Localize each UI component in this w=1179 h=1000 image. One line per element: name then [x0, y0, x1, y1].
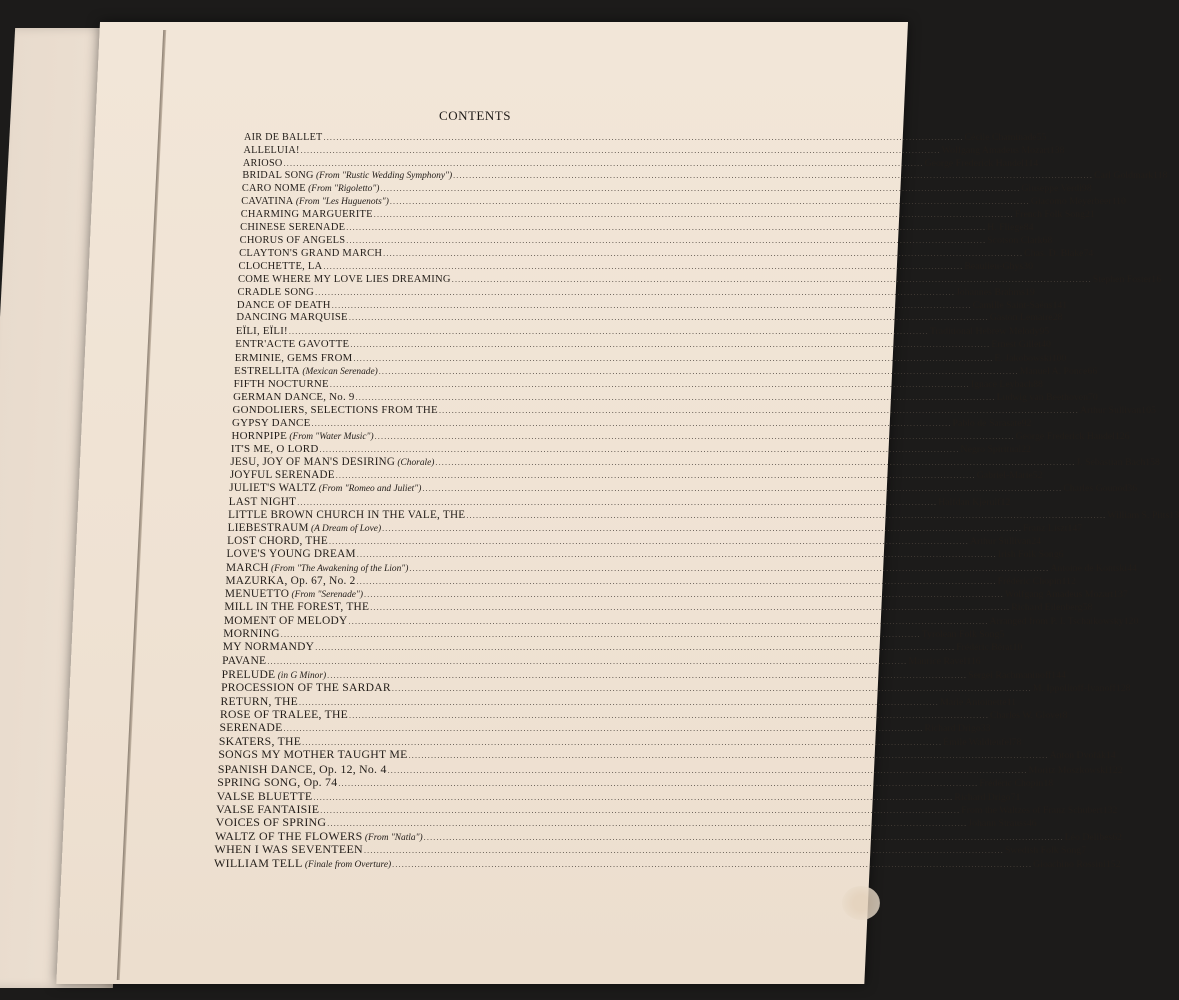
toc-entry: [242, 157, 1039, 171]
toc-entry-title: CLAYTON'S GRAND MARCH: [239, 247, 383, 259]
toc-entry-title: SERENADE: [219, 721, 283, 735]
toc-entry-title: MAZURKA, Op. 67, No. 2: [225, 574, 356, 587]
toc-entry-page: 118: [1153, 170, 1168, 182]
toc-entry-composer: Johann Strauss: [968, 818, 1027, 830]
toc-entry-composer: Gioachino Rossini: [1033, 859, 1106, 870]
toc-entry-composer: Charles W. Glover: [990, 710, 1063, 721]
toc-entry-subtitle: (Finale from Overture): [302, 860, 392, 870]
toc-entry-page: 100: [1051, 352, 1067, 364]
toc-entry-composer: Marie Antoinette: [939, 696, 1007, 708]
toc-entry-title: ENTR'ACTE GAVOTTE: [235, 338, 350, 351]
toc-entry-page: 68: [1042, 234, 1053, 246]
toc-entry-title: LIEBESTRAUM (A Dream of Love): [227, 521, 382, 534]
toc-entry-composer: M. Ippolitoff-Ivanoff: [1032, 683, 1116, 695]
toc-entry-title: SKATERS, THE: [218, 734, 302, 748]
toc-entry-composer: Manuel A. Ponce: [1019, 365, 1088, 377]
dot-leader: ........................................................................................................................................................................................................: [383, 248, 1024, 258]
toc-entry-page: 46: [1026, 818, 1037, 830]
toc-entry: [226, 561, 1137, 575]
toc-entry: [241, 183, 1092, 196]
toc-entry-page: 13: [1169, 509, 1179, 521]
toc-entry: [232, 416, 1032, 430]
dot-leader: ........................................................................................................................................................................................................: [348, 616, 989, 626]
toc-entry-title: VOICES OF SPRING: [215, 815, 327, 830]
toc-entry-subtitle: (in G Minor): [275, 670, 327, 681]
toc-entry-composer: Swedish Folk Song: [1004, 845, 1082, 857]
toc-entry-page: 21: [1084, 209, 1095, 221]
toc-entry-title: CHINESE SERENADE: [240, 221, 346, 233]
toc-entry: [229, 482, 1138, 495]
dot-leader: ........................................................................................................................................................................................................: [323, 133, 964, 142]
dot-leader: ........................................................................................................................................................................................................: [346, 235, 987, 245]
toc-entry-title: BRIDAL SONG (From "Rustic Wedding Symphony"): [242, 170, 453, 182]
toc-entry: [225, 574, 1076, 588]
toc-entry-composer: H. Fliege: [987, 221, 1024, 233]
dot-leader: ........................................................................................................................................................................................................: [435, 458, 1076, 468]
toc-entry: [215, 828, 1123, 843]
toc-entry-page: 33: [980, 723, 991, 735]
toc-entry-page: 144: [1051, 669, 1066, 681]
toc-entry-page: 158: [1145, 457, 1160, 469]
toc-entry: [233, 377, 1043, 391]
toc-entry-page: 40: [1041, 339, 1051, 351]
toc-entry: [220, 708, 1068, 721]
dot-leader: ........................................................................................................................................................................................................: [267, 656, 908, 666]
toc-entry-page: 147: [1067, 522, 1083, 534]
dot-leader: ........................................................................................................................................................................................................: [349, 711, 990, 720]
dot-leader: ........................................................................................................................................................................................................: [346, 222, 987, 232]
dot-leader: ........................................................................................................................................................................................................: [453, 171, 1094, 181]
dot-leader: ........................................................................................................................................................................................................: [356, 550, 997, 560]
toc-entry-page: 71: [1010, 791, 1021, 803]
dot-leader: ........................................................................................................................................................................................................: [335, 471, 976, 481]
toc-entry-title: EÏLI, EÏLI!: [235, 325, 288, 338]
toc-entry-composer: Arthur Sullivan: [969, 536, 1032, 548]
toc-entry-title: GONDOLIERS, SELECTIONS FROM THE: [232, 403, 438, 416]
dot-leader: ........................................................................................................................................................................................................: [315, 287, 956, 297]
toc-entry-subtitle: (Mexican Serenade): [299, 366, 378, 377]
toc-entry: [222, 654, 981, 668]
dot-leader: ........................................................................................................................................................................................................: [327, 819, 968, 829]
toc-entry-page: 18: [1043, 778, 1054, 790]
toc-entry-page: 58: [1082, 602, 1093, 614]
dot-leader: ........................................................................................................................................................................................................: [288, 327, 929, 337]
toc-entry: [233, 390, 1098, 404]
toc-entry: [217, 775, 1054, 790]
toc-entry-composer: Negro Spiritual: [960, 444, 1022, 455]
toc-entry-title: FIFTH NOCTURNE: [233, 377, 329, 390]
dot-leader: ........................................................................................................................................................................................................: [280, 629, 921, 639]
toc-entry-page: 44: [1127, 562, 1137, 574]
toc-entry-subtitle: (From "The Awakening of the Lion"): [268, 563, 409, 574]
toc-entry-composer: Wolfgang Amadeus Mozart: [941, 144, 1050, 156]
toc-entry-composer: Richard Drigo: [954, 791, 1011, 803]
toc-entry-title: JOYFUL SERENADE: [229, 469, 335, 482]
toc-entry-subtitle: (From "Rigoletto"): [305, 184, 380, 195]
toc-entry-title: ARIOSO: [242, 157, 283, 169]
toc-entry-page: 92: [1021, 417, 1032, 429]
toc-entry-title: MILL IN THE FOREST, THE: [224, 601, 370, 614]
toc-entry-page: 114: [1023, 157, 1039, 169]
toc-entry-subtitle: (From "Water Music"): [287, 431, 374, 442]
toc-entry-title: ALLELUIA!: [243, 144, 300, 156]
toc-entry: [214, 856, 1121, 870]
toc-entry-page: 88: [1033, 378, 1043, 390]
toc-entry: [224, 588, 1128, 601]
toc-entry-composer: Johannes Brahms: [956, 286, 1025, 298]
toc-entry-page: 70: [1088, 391, 1098, 403]
toc-entry-title: LITTLE BROWN CHURCH IN THE VALE, THE: [228, 508, 466, 521]
dot-leader: ........................................................................................................................................................................................................: [392, 860, 1033, 869]
toc-entry-subtitle: (From "Romeo and Juliet"): [316, 484, 422, 495]
toc-entry-composer: Frédéric Bérat: [956, 642, 1013, 654]
toc-entry: [219, 721, 991, 735]
toc-entry: [237, 286, 1035, 300]
toc-entry-composer: Moritz Moszkowski: [1028, 764, 1108, 776]
toc-entry: [235, 338, 1051, 351]
toc-entry-page: 55: [1036, 132, 1047, 143]
toc-entry-title: WALTZ OF THE FLOWERS (From "Natla"): [215, 828, 423, 843]
toc-entry-page: 110: [1111, 196, 1126, 208]
toc-entry-title: COME WHERE MY LOVE LIES DREAMING: [238, 273, 451, 285]
toc-entry-page: 138: [1049, 144, 1065, 156]
toc-entry-composer: Gabriel-Marie: [976, 470, 1033, 482]
dot-leader: ........................................................................................................................................................................................................: [466, 510, 1107, 520]
toc-entry-title: CHARMING MARGUERITE: [240, 209, 373, 221]
toc-entry-title: GERMAN DANCE, No. 9: [233, 390, 355, 403]
toc-entry-title: VALSE FANTAISIE: [216, 801, 320, 816]
toc-entry-composer: Traditional Hebrew Melody: [929, 326, 1040, 338]
toc-entry: [216, 801, 1118, 816]
dot-leader: ........................................................................................................................................................................................................: [382, 523, 1023, 533]
toc-entry: [218, 734, 1022, 748]
toc-entry-title: DANCE OF DEATH: [236, 299, 331, 311]
toc-entry-title: CARO NOME (From "Rigoletto"): [241, 183, 380, 195]
toc-entry-composer: Halfdan Kjerulf: [938, 496, 1001, 508]
toc-entry-composer: Ernest Gillet: [991, 339, 1042, 351]
toc-entry-composer: Franz Liszt: [1023, 522, 1068, 534]
toc-entry: [236, 299, 1068, 313]
toc-entry-page: 74: [1083, 247, 1094, 259]
dot-leader: ........................................................................................................................................................................................................: [323, 261, 964, 271]
toc-entry-page: 126: [1115, 430, 1130, 442]
toc-entry: [227, 535, 1041, 548]
toc-entry-composer: J. Sebastian Bach: [1076, 457, 1146, 469]
dot-leader: ........................................................................................................................................................................................................: [313, 792, 954, 802]
toc-entry-composer: George Frederick Handel: [924, 157, 1024, 169]
dot-leader: ........................................................................................................................................................................................................: [338, 779, 979, 789]
toc-entry: [234, 364, 1098, 378]
toc-entry-page: 6: [1058, 549, 1064, 561]
toc-entry-composer: Sergei Rachmaninoff: [968, 669, 1052, 681]
toc-entry-composer: George Frederick Handel: [1015, 430, 1115, 442]
toc-entry-subtitle: (A Dream of Love): [308, 523, 382, 534]
toc-entry-page: 19: [1024, 286, 1035, 298]
dot-leader: ........................................................................................................................................................................................................: [364, 590, 1004, 600]
toc-entry-composer: Tyrolean Folk Song: [921, 628, 1000, 640]
toc-entry-page: 14: [1105, 750, 1116, 762]
toc-entry-page: 137: [1113, 589, 1128, 601]
toc-entry-page: 112: [1061, 575, 1076, 587]
page-title: CONTENTS: [439, 108, 511, 123]
toc-entry-page: 22: [1021, 444, 1032, 455]
dot-leader: ........................................................................................................................................................................................................: [329, 379, 970, 389]
dot-leader: ........................................................................................................................................................................................................: [391, 684, 1032, 694]
toc-entry-page: 66: [1087, 365, 1098, 377]
toc-entry: [235, 325, 1050, 338]
toc-entry-title: ERMINIE, GEMS FROM: [234, 351, 353, 364]
toc-entry-title: SPRING SONG, Op. 74: [217, 775, 338, 790]
toc-entry-title: MY NORMANDY: [222, 641, 315, 654]
toc-entry-title: WILLIAM TELL (Finale from Overture): [214, 856, 392, 870]
toc-entry: [221, 681, 1131, 695]
toc-entry-page: 78: [1011, 736, 1022, 748]
toc-entry-composer: Pablo de Sarasate: [952, 417, 1022, 429]
toc-entry-title: ROSE OF TRALEE, THE: [220, 708, 349, 721]
toc-entry-page: 132: [1102, 804, 1118, 816]
toc-entry-page: 122: [1107, 764, 1123, 776]
toc-entry: [228, 495, 1011, 509]
dot-leader: ........................................................................................................................................................................................................: [315, 643, 956, 653]
toc-entry-composer: Gaston Lemaire: [989, 312, 1053, 324]
dot-leader: ........................................................................................................................................................................................................: [328, 537, 969, 547]
toc-entry-composer: Anton Dvořák: [1049, 750, 1106, 762]
toc-entry: [221, 667, 1066, 681]
toc-entry-title: MORNING: [223, 627, 280, 640]
toc-entry-title: HORNPIPE (From "Water Music"): [231, 429, 374, 442]
toc-entry: [238, 273, 1162, 287]
toc-entry: [214, 842, 1087, 857]
toc-entry-page: 11: [1006, 696, 1017, 708]
toc-entry-composer: Antoine de Kontski: [1050, 562, 1128, 574]
dot-leader: ........................................................................................................................................................................................................: [298, 697, 939, 707]
toc-entry-composer: Wolfgang Amadeus Mozart: [1005, 589, 1114, 601]
toc-entry-composer: Maurice Ravel: [908, 655, 967, 667]
toc-entry-page: 30: [1023, 260, 1033, 272]
toc-entry: [230, 456, 1160, 469]
toc-entry-page: 24: [1031, 536, 1041, 548]
toc-entry: [244, 132, 1047, 145]
toc-entry-title: PAVANE: [222, 654, 267, 667]
toc-entry-composer: Giuseppe Verdi: [1021, 183, 1082, 195]
toc-entry: [220, 694, 1017, 708]
toc-entry-title: LOST CHORD, THE: [227, 535, 328, 548]
toc-entry: [223, 614, 1139, 628]
toc-entry-composer: Léo Delibes: [1064, 831, 1113, 843]
toc-entry-title: MARCH (From "The Awakening of the Lion"): [226, 561, 409, 574]
toc-entry-title: DANCING MARQUISE: [236, 312, 348, 324]
dot-leader: ........................................................................................................................................................................................................: [409, 563, 1050, 573]
toc-entry: [222, 641, 1023, 654]
toc-entry: [239, 247, 1094, 261]
toc-entry-composer: Richard Eilenberg: [1011, 602, 1083, 614]
toc-entry-composer: Ludwig van Beethoven: [996, 391, 1088, 403]
toc-entry-title: LAST NIGHT: [228, 495, 297, 508]
toc-entry-page: 7: [1081, 845, 1087, 857]
toc-entry-page: 141: [1052, 299, 1068, 311]
dot-leader: ........................................................................................................................................................................................................: [353, 353, 994, 363]
dot-leader: ........................................................................................................................................................................................................: [283, 724, 924, 734]
toc-entry-page: 128: [1115, 683, 1131, 695]
toc-entry-composer: Camille Saint-Saëns: [972, 299, 1053, 311]
toc-entry: [242, 170, 1168, 183]
dot-leader: ........................................................................................................................................................................................................: [297, 497, 938, 507]
toc-entry: [217, 761, 1123, 776]
dot-leader: ........................................................................................................................................................................................................: [438, 405, 1079, 415]
toc-entry-page: 5: [999, 628, 1005, 640]
toc-entry-subtitle: (From "Serenade"): [289, 590, 363, 601]
toc-entry-title: PROCESSION OF THE SARDAR: [221, 681, 391, 695]
toc-entry: [224, 601, 1093, 614]
toc-entry-composer: Irish Folk Song: [997, 549, 1059, 561]
dot-leader: ........................................................................................................................................................................................................: [350, 340, 991, 350]
toc-entry-composer: Frédéric Chopin: [997, 575, 1062, 587]
toc-entry-subtitle: (From "Rustic Wedding Symphony"): [313, 171, 453, 182]
toc-entry: [231, 429, 1130, 443]
dot-leader: ........................................................................................................................................................................................................: [283, 158, 924, 168]
dot-leader: ........................................................................................................................................................................................................: [356, 576, 997, 586]
toc-entry-page: 10: [1012, 642, 1023, 654]
toc-entry: [238, 260, 1033, 274]
dot-leader: ........................................................................................................................................................................................................: [422, 484, 1063, 494]
toc-entry-title: CLOCHETTE, LA: [238, 260, 323, 272]
toc-entry-title: ESTRELLITA (Mexican Serenade): [234, 364, 378, 377]
toc-entry-title: MENUETTO (From "Serenade"): [224, 588, 363, 601]
toc-entry-page: 52: [1032, 470, 1043, 482]
toc-entry-composer: French Folk Song: [1014, 209, 1085, 221]
toc-entry: [240, 209, 1095, 222]
toc-entry-page: 36: [1127, 483, 1138, 495]
dot-leader: ........................................................................................................................................................................................................: [319, 445, 960, 454]
toc-entry-title: SONGS MY MOTHER TAUGHT ME: [218, 748, 408, 762]
dot-leader: ........................................................................................................................................................................................................: [387, 765, 1028, 775]
dot-leader: ........................................................................................................................................................................................................: [423, 832, 1064, 842]
toc-entry-subtitle: (From "Natla"): [362, 832, 423, 843]
toc-entry: [240, 221, 1034, 235]
dot-leader: ........................................................................................................................................................................................................: [370, 603, 1011, 613]
toc-entry: [229, 469, 1043, 482]
toc-entry: [234, 351, 1067, 365]
toc-entry-title: GYPSY DANCE: [232, 416, 311, 429]
dot-leader: ........................................................................................................................................................................................................: [363, 846, 1004, 856]
toc-entry-composer: Frédéric Chopin: [979, 778, 1044, 790]
toc-entry: [243, 144, 1065, 158]
toc-entry-title: WHEN I WAS SEVENTEEN: [214, 842, 363, 857]
toc-entry-composer: Arthur Sullivan: [1079, 404, 1142, 416]
toc-entry: [232, 403, 1156, 417]
dot-leader: ........................................................................................................................................................................................................: [408, 751, 1049, 761]
toc-entry-composer: Charles Gounod: [1063, 483, 1128, 495]
toc-entry-title: CHORUS OF ANGELS: [239, 234, 346, 246]
toc-entry-title: JESU, JOY OF MAN'S DESIRING (Chorale): [230, 456, 435, 469]
dot-leader: ........................................................................................................................................................................................................: [378, 366, 1019, 376]
toc-entry: [216, 788, 1021, 803]
toc-entry: [228, 508, 1179, 522]
toc-entry: [241, 196, 1126, 209]
toc-entry-page: 16: [1151, 273, 1162, 285]
toc-entry-title: SPANISH DANCE, Op. 12, No. 4: [217, 761, 387, 776]
dot-leader: ........................................................................................................................................................................................................: [451, 274, 1092, 284]
toc-entry-page: 105: [1141, 404, 1156, 416]
toc-entry-composer: Chas. D. Blake: [1024, 247, 1084, 259]
toc-entry-page: 12: [1000, 496, 1011, 508]
dot-leader: ........................................................................................................................................................................................................: [320, 805, 961, 815]
toc-entry: [226, 548, 1064, 561]
toc-entry: [218, 748, 1116, 762]
toc-entry-composer: Giacomo Meyerbeer: [1030, 196, 1112, 208]
toc-entry-composer: Stephen Foster: [1092, 273, 1152, 285]
toc-entry-composer: Arranged from P. I. Tschaikowsky: [989, 615, 1124, 627]
toc-entry-title: CRADLE SONG: [237, 286, 315, 298]
toc-entry-page: 8: [1062, 710, 1068, 721]
dot-leader: ........................................................................................................................................................................................................: [302, 737, 943, 747]
toc-entry-subtitle: (Chorale): [395, 458, 435, 469]
toc-entry-subtitle: (From "Les Huguenots"): [293, 197, 389, 208]
toc-entry-title: MOMENT OF MELODY: [223, 614, 348, 627]
toc-entry-title: PRELUDE (in G Minor): [221, 667, 327, 681]
toc-entry-page: 152: [1105, 859, 1121, 870]
dot-leader: ........................................................................................................................................................................................................: [373, 210, 1014, 220]
toc-entry: [236, 312, 1063, 325]
toc-entry-title: JULIET'S WALTZ (From "Romeo and Juliet"): [229, 482, 422, 495]
toc-entry-composer: Ignace Leybach: [970, 378, 1034, 390]
toc-entry-composer: Beaulieu-Ghys: [964, 260, 1024, 272]
toc-entry-composer: Cécile Chaminade: [964, 132, 1037, 143]
toc-entry-composer: Scotson Clark: [987, 234, 1043, 246]
toc-entry-page: 120: [1123, 615, 1139, 627]
toc-entry: [227, 521, 1083, 535]
dot-leader: ........................................................................................................................................................................................................: [374, 431, 1015, 441]
toc-entry-page: 84: [1023, 221, 1034, 233]
toc-entry-page: 116: [966, 655, 981, 667]
dot-leader: ........................................................................................................................................................................................................: [389, 197, 1030, 207]
toc-entry-title: LOVE'S YOUNG DREAM: [226, 548, 356, 561]
toc-entry: [230, 443, 1032, 456]
toc-entry-title: VALSE BLUETTE: [216, 788, 313, 803]
toc-entry-composer: From the Waltzes of Franz Schubert: [961, 804, 1103, 816]
dot-leader: ........................................................................................................................................................................................................: [331, 300, 972, 310]
dot-leader: ........................................................................................................................................................................................................: [311, 418, 952, 428]
toc-entry-page: 28: [1052, 312, 1063, 324]
toc-entry-composer: Émile Waldteufel: [943, 736, 1012, 748]
dot-leader: ........................................................................................................................................................................................................: [348, 313, 989, 323]
toc-entry-title: CAVATINA (From "Les Huguenots"): [241, 196, 389, 208]
toc-entry-page: 62: [1112, 831, 1123, 843]
dot-leader: ........................................................................................................................................................................................................: [327, 670, 968, 680]
dot-leader: ........................................................................................................................................................................................................: [355, 392, 996, 402]
dot-leader: ........................................................................................................................................................................................................: [300, 145, 941, 155]
toc-entry-composer: E. Jakobowski: [994, 352, 1052, 364]
toc-entry-composer: Carl Goldmark: [1094, 170, 1154, 182]
toc-entry-page: 98: [1081, 183, 1092, 195]
toc-entry: [223, 627, 1005, 641]
dot-leader: ........................................................................................................................................................................................................: [380, 184, 1021, 194]
toc-entry-title: IT'S ME, O LORD: [230, 443, 319, 455]
toc-entry-title: RETURN, THE: [220, 694, 298, 708]
toc-entry-composer: Richard Drigo: [924, 723, 981, 735]
toc-entry-composer: William S. Pitts: [1107, 509, 1170, 521]
toc-entry-title: AIR DE BALLET: [244, 132, 323, 143]
toc-entry: [239, 234, 1053, 248]
toc-entry-page: 95: [1039, 326, 1050, 338]
toc-entry: [215, 815, 1037, 830]
